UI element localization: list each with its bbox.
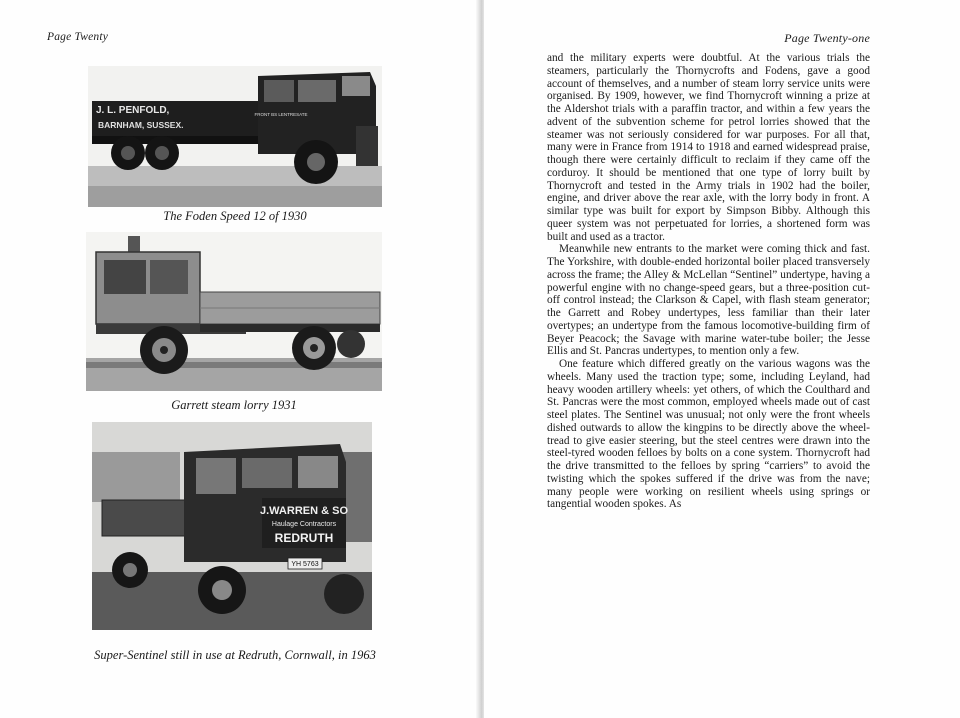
lorry-side-town: BARNHAM, SUSSEX.: [98, 120, 184, 130]
sentinel-sign-owner: J.WARREN & SO: [259, 505, 349, 517]
caption-super-sentinel: Super-Sentinel still in use at Redruth, Cornwall, in 1963: [94, 648, 376, 662]
right-page-body-text: [547, 52, 870, 511]
sentinel-lorry-illustration: [92, 422, 372, 630]
left-running-head: Page Twenty: [47, 31, 109, 43]
cab-door-sign: FRONT BS LENTRESATE: [254, 112, 308, 117]
photo-super-sentinel: [92, 422, 372, 630]
right-running-head: Page Twenty-one: [784, 31, 870, 45]
paragraph-1: and the military experts were doubtful. At the various trials the steamers, particularly the Thornycrofts and Fodens, gave a good account of themselves, and a number of steam lorry service units were organised. By 1909, however, we find Thornycroft winning a prize at the Aldershot trials with a paraffin tractor, and within a few years the advent of the subvention scheme for petrol lorries showed that the steamer was not seriously considered for war purposes. For all that, many were in France from 1914 to 1918 and earned widespread praise, though there were certainly difficult to reclaim if they came off the corduroy. It should be mentioned that one type of lorry built by Thornycroft and tested in the Army trials in 1902 had the boiler, engine, and driver above the rear axle, with the lorry body in front. A similar type was built for export by Simpson Bibby. Although this queer system was not perpetuated for lorries, a shortened form was built and used as a tractor.: [547, 52, 870, 243]
sentinel-sign-town: REDRUTH: [274, 531, 334, 545]
lorry-side-name: J. L. PENFOLD,: [96, 105, 170, 116]
paragraph-3: One feature which differed greatly on the various wagons was the wheels. Many used the traction type; some, including Leyland, had heavy wooden artillery wheels: yet others, of which the Coulthard and St. Pancras were the most common, employed wheels made out of cast steel plates. The Sentinel was unusual; not only were the front wheels dished outwards to allow the kingpins to be directly above the wheel-tread to give easier steering, but the steel centres were drawn into the steel-tyred wooden felloes by bolts on a cone system. Thornycroft had the drive transmitted to the felloes by spring “carriers” to avoid the twisting which the spokes suffered if the drive was from the nave; many people were working on resilient wheels using springs or tangential wooden spokes. As: [547, 358, 870, 511]
sentinel-sign-trade: Haulage Contractors: [271, 521, 337, 528]
caption-garrett: Garrett steam lorry 1931: [171, 398, 297, 412]
photo-foden-speed-12: [88, 66, 382, 207]
photo-garrett-steam-lorry: [86, 232, 382, 391]
paragraph-2: Meanwhile new entrants to the market were coming thick and fast. The Yorkshire, with double-ended horizontal boiler placed transversely across the frame; the Alley & McLellan “Sentinel” undertype, having a powerful engine with no change-speed gears, but a three-position cut-off control instead; the Clarkson & Capel, with flash steam generator; the Garrett and Robey undertypes, less familiar than their later overtypes; an undertype from the famous locomotive-building firm of Beyer Peacock; the Savage with marine water-tube boiler; the Jesse Ellis and St. Pancras undertypes, to mention only a few.: [547, 243, 870, 358]
foden-lorry-illustration: [88, 66, 382, 207]
left-page: [0, 0, 478, 718]
caption-foden: The Foden Speed 12 of 1930: [163, 209, 307, 223]
sentinel-registration-plate: YH 5763: [291, 561, 319, 568]
garrett-lorry-illustration: [86, 232, 382, 391]
